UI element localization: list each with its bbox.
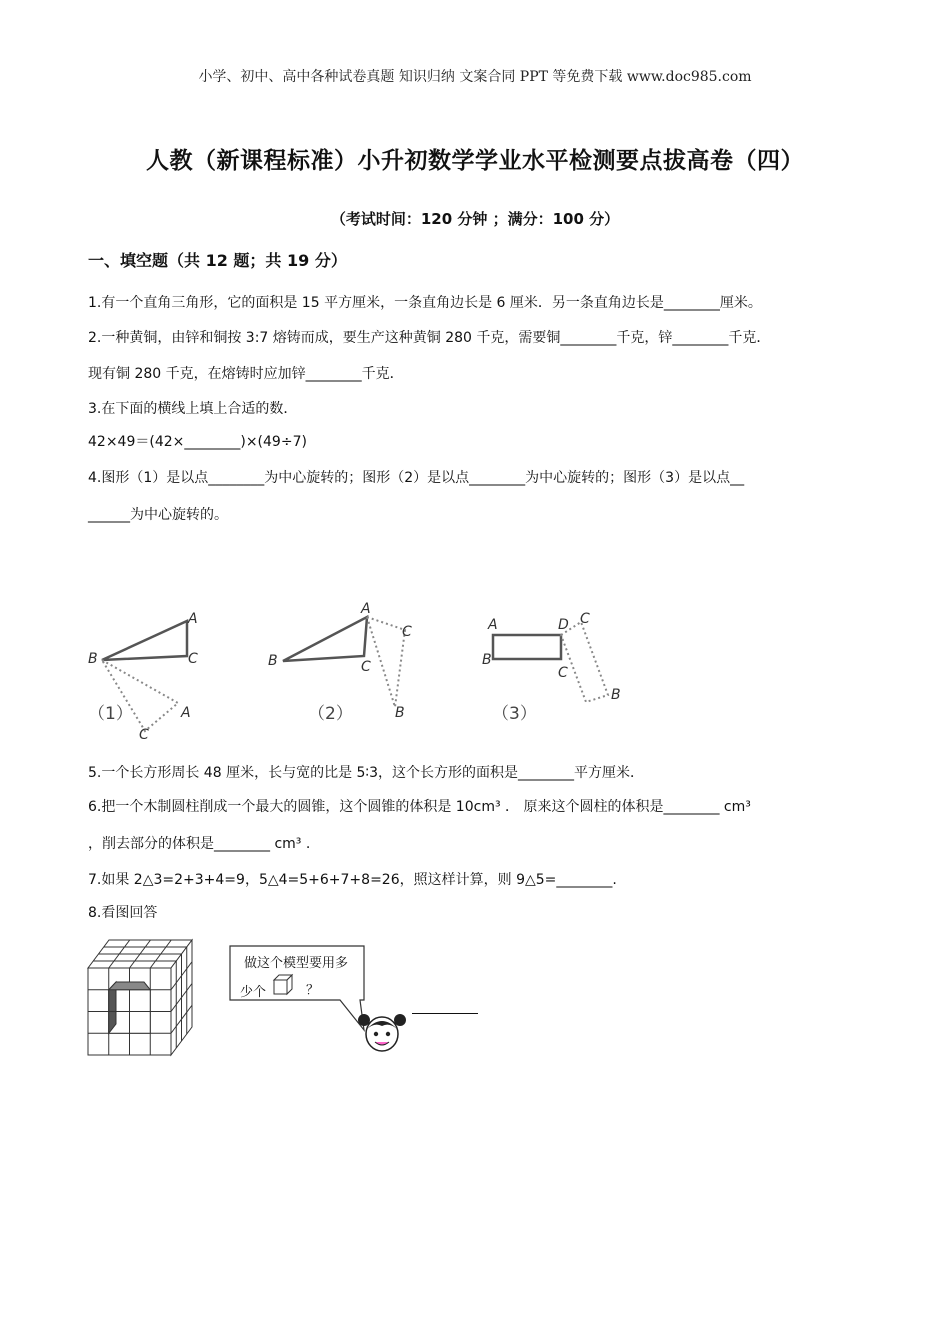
cube-model-illustration [84, 934, 200, 1058]
question-3-line-1: 3.在下面的横线上填上合适的数． [88, 401, 298, 417]
triangle-solid [102, 621, 187, 660]
page-title: 人教（新课程标准）小升初数学学业水平检测要点拔高卷（四） [146, 147, 804, 174]
tunnel-hole [109, 982, 151, 1033]
point-label: C [188, 651, 198, 667]
figure-number: （3） [492, 704, 537, 724]
figure-number: （2） [308, 704, 353, 724]
figure-number: （1） [88, 704, 133, 724]
triangle-solid [283, 617, 367, 661]
question-4-line-2: ______为中心旋转的。 [88, 507, 228, 523]
question-8: 8.看图回答 [88, 905, 158, 921]
rectangle-solid [493, 635, 561, 659]
question-3-line-2: 42×49＝(42×________)×(49÷7) [88, 434, 307, 450]
bubble-line-2-suffix: ？ [306, 983, 320, 998]
point-label: D [558, 617, 569, 633]
question-2-line-1: 2.一种黄铜，由锌和铜按 3:7 熔铸而成，要生产这种黄铜 280 千克，需要铜________千克，锌________千克． [88, 330, 771, 346]
rectangle-rotated [561, 622, 608, 702]
rotation-figure-3 [482, 611, 621, 724]
page-header: 小学、初中、高中各种试卷真题 知识归纳 文案合同 PPT 等免费下载 www.doc985.com [198, 69, 752, 85]
point-label: B [88, 651, 98, 667]
point-label: C [558, 665, 568, 681]
question-4-line-1: 4.图形（1）是以点________为中心旋转的；图形（2）是以点________为中心旋转的；图形（3）是以点__ [88, 470, 745, 486]
rotation-figure-2 [268, 601, 412, 724]
point-label: A [361, 601, 371, 617]
point-label: B [611, 687, 621, 703]
question-6-line-1: 6.把一个木制圆柱削成一个最大的圆锥，这个圆锥的体积是 10cm³ ． 原来这个圆柱的体积是________ cm³ [88, 799, 751, 815]
rotation-figures [80, 595, 640, 750]
point-label: B [482, 652, 492, 668]
question-2-line-2: 现有铜 280 千克，在熔铸时应加锌________千克． [88, 366, 404, 382]
exam-info: （考试时间：120 分钟 ；满分：100 分） [330, 210, 620, 228]
section-heading: 一、填空题（共 12 题；共 19 分） [88, 251, 347, 270]
point-label: C [361, 659, 371, 675]
small-cube-icon [274, 975, 292, 994]
question-6-line-2: ，削去部分的体积是________ cm³ . [88, 836, 311, 852]
point-label: A [188, 611, 198, 627]
point-label: C [402, 624, 412, 640]
point-label: A [181, 705, 191, 721]
answer-blank [412, 1013, 478, 1014]
rotation-figure-1 [88, 611, 198, 743]
point-label: B [395, 705, 405, 721]
girl-cartoon-icon [356, 1010, 408, 1056]
question-7: 7.如果 2△3=2+3+4=9，5△4=5+6+7+8=26，照这样计算，则 9△5=________. [88, 872, 617, 888]
bubble-line-2-prefix: 少个 [240, 985, 267, 1000]
question-1: 1.有一个直角三角形，它的面积是 15 平方厘米，一条直角边长是 6 厘米．另一条直角边长是________厘米。 [88, 295, 762, 311]
triangle-rotated [367, 617, 405, 707]
bubble-line-1: 做这个模型要用多 [244, 956, 349, 971]
question-5: 5.一个长方形周长 48 厘米，长与宽的比是 5∶3，这个长方形的面积是________平方厘米． [88, 765, 644, 781]
point-label: C [580, 611, 590, 627]
point-label: B [268, 653, 278, 669]
point-label: C [139, 727, 149, 743]
point-label: A [488, 617, 498, 633]
